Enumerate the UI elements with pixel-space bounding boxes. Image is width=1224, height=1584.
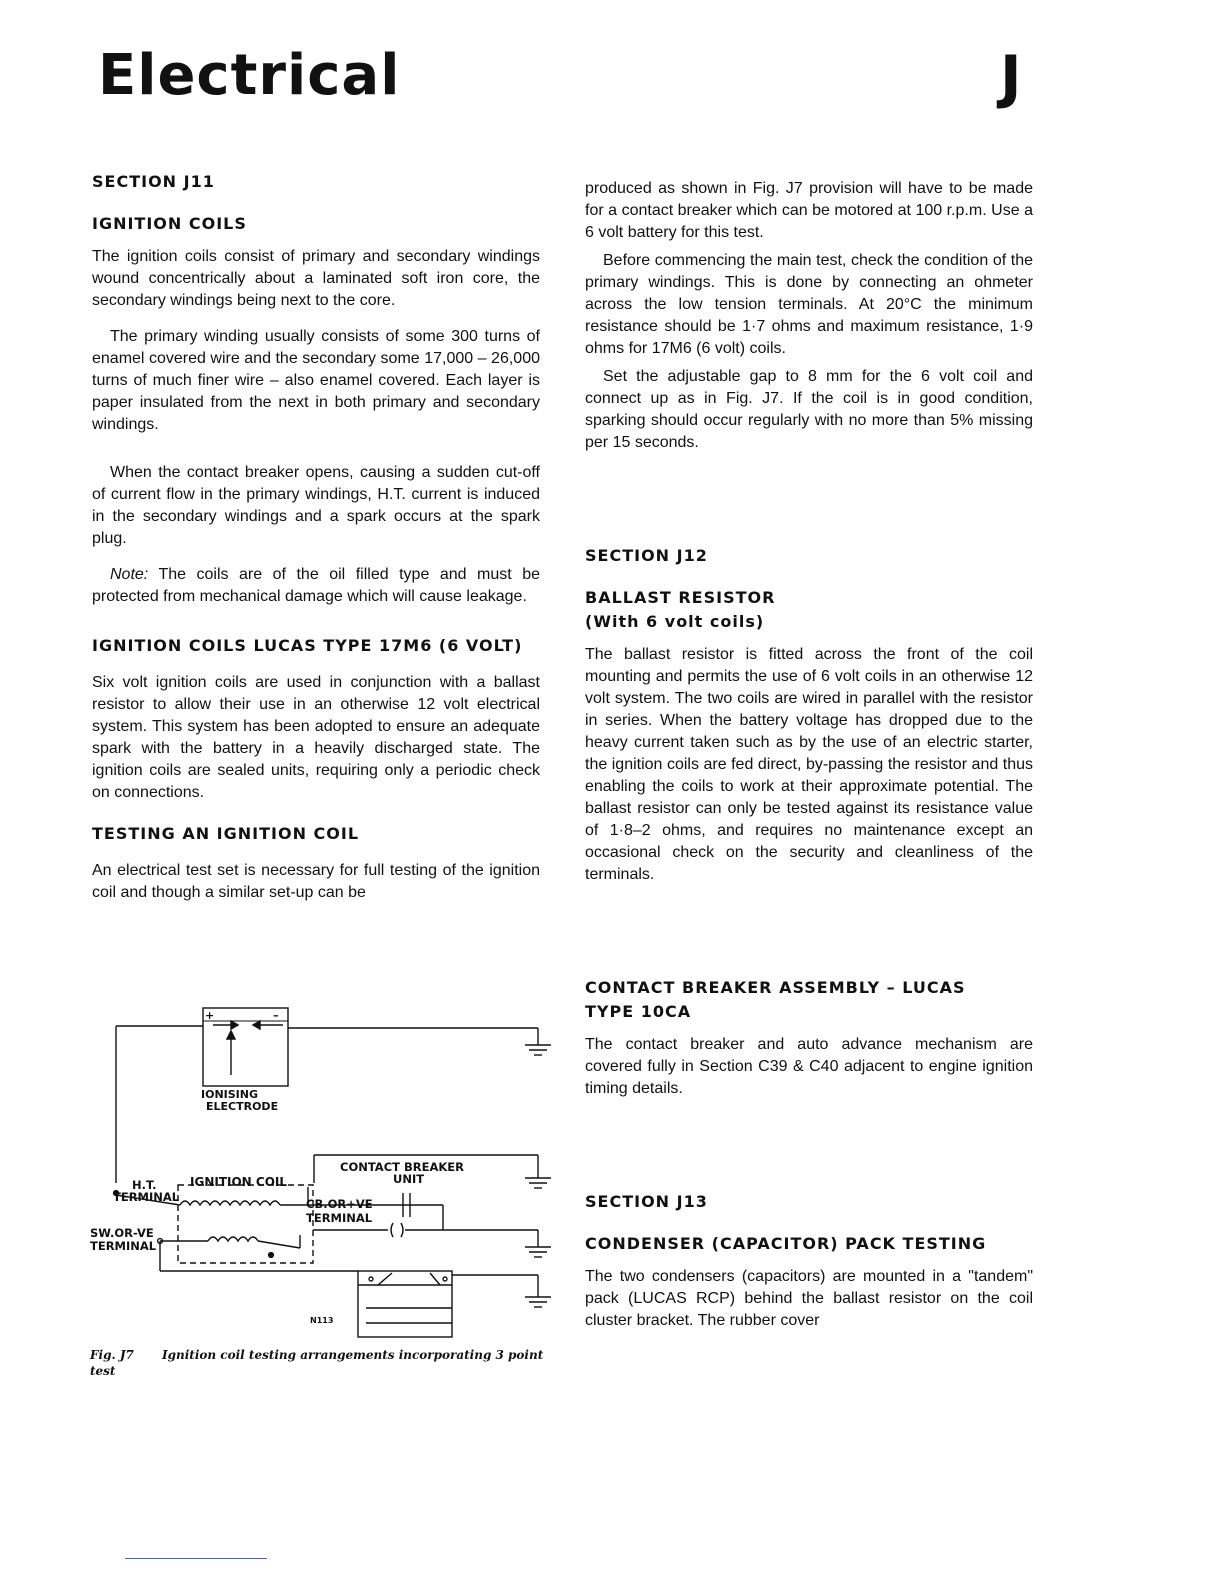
label-plus: + bbox=[205, 1009, 215, 1022]
lucas-17m6-heading: IGNITION COILS LUCAS TYPE 17M6 (6 VOLT) bbox=[92, 636, 523, 655]
capacitor-curve-left bbox=[391, 1223, 393, 1237]
figure-caption bbox=[90, 1347, 550, 1379]
label-contact-breaker: CONTACT BREAKER bbox=[340, 1160, 464, 1174]
testing-coil-heading: TESTING AN IGNITION COIL bbox=[92, 824, 360, 843]
earth-symbol-2 bbox=[525, 1178, 551, 1188]
label-figure-ref: N113 bbox=[310, 1316, 334, 1325]
earth-symbol-4 bbox=[525, 1297, 551, 1307]
note-label: Note: bbox=[110, 566, 149, 583]
ballast-resistor-heading: BALLAST RESISTOR bbox=[585, 588, 776, 607]
condenser-pack-heading: CONDENSER (CAPACITOR) PACK TESTING bbox=[585, 1234, 987, 1253]
paragraph-ballast-resistor: The ballast resistor is fitted across the front of the coil mounting and permits the use of 6 volt coils in an otherwise 12 volt system. The two coils are wired in parallel with the resistor in series. When the battery voltage has dropped due to the heavy current taken such as by the use of an electric starter, the ignition coils are fed direct, by-passing the resistor and thus enabling the coils to work at their approximate potential. The ballast resistor can only be tested against its resistance value of 1·8–2 ohms, and requires no maintenance except an occasional check on the security and cleanliness of the terminals. bbox=[585, 646, 1033, 883]
section-j12-heading: SECTION J12 bbox=[585, 546, 708, 565]
ignition-coil-box bbox=[178, 1185, 313, 1263]
paragraph-adjustable-gap: Set the adjustable gap to 8 mm for the 6 volt coil and connect up as in Fig. J7. If the coil is in good condition, sparking should occur regularly with no more than 5% missing per 15 seconds. bbox=[585, 368, 1033, 451]
paragraph-contact-breaker-opens: When the contact breaker opens, causing a sudden cut-off of current flow in the primary windings, H.T. current is induced in the secondary windings and a spark occurs at the spark plug. bbox=[92, 464, 540, 547]
paragraph-six-volt-coils: Six volt ignition coils are used in conjunction with a ballast resistor to allow their use in an otherwise 12 volt electrical system. This system has been adopted to ensure an adequate spark with the battery in a heavily discharged state. The ignition coils are sealed units, requiring only a periodic check on connections. bbox=[92, 674, 540, 801]
paragraph-primary-check: Before commencing the main test, check the condition of the primary windings. This is done by connecting an ohmeter across the low tension terminals. At 20°C the minimum resistance should be 1·7 ohms and maximum resistance, 1·9 ohms for 17M6 (6 volt) coils. bbox=[585, 252, 1033, 357]
label-electrode: ELECTRODE bbox=[206, 1100, 279, 1113]
capacitor-curve-right bbox=[401, 1223, 403, 1237]
paragraph-coil-construction: The ignition coils consist of primary and secondary windings wound concentrically about a laminated soft iron core, the secondary windings being next to the core. bbox=[92, 248, 540, 309]
breaker-point-right bbox=[430, 1273, 440, 1285]
section-j11-heading: SECTION J11 bbox=[92, 172, 215, 191]
label-ht: H.T. bbox=[132, 1178, 157, 1192]
label-minus: – bbox=[273, 1009, 279, 1022]
primary-winding-icon bbox=[208, 1237, 258, 1241]
label-sw-or-ve: SW.OR-VE bbox=[90, 1226, 154, 1240]
page-title: Electrical bbox=[98, 43, 401, 108]
section-letter: J bbox=[1000, 43, 1022, 111]
contact-breaker-heading: CONTACT BREAKER ASSEMBLY – LUCAS bbox=[585, 978, 966, 997]
label-ignition-coil: IGNITION COIL bbox=[190, 1175, 288, 1189]
figure-label: Fig. J7 bbox=[90, 1348, 134, 1362]
right-column bbox=[585, 178, 1033, 1332]
section-j13-heading: SECTION J13 bbox=[585, 1192, 708, 1211]
left-column bbox=[92, 170, 540, 904]
paragraph-contact-breaker: The contact breaker and auto advance mechanism are covered fully in Section C39 & C40 adjacent to engine ignition timing details. bbox=[585, 1036, 1033, 1097]
note-paragraph bbox=[92, 564, 540, 608]
paragraph-condensers: The two condensers (capacitors) are mounted in a "tandem" pack (LUCAS RCP) behind the ballast resistor on the coil cluster bracket. The rubber cover bbox=[585, 1268, 1033, 1329]
ignition-coils-heading: IGNITION COILS bbox=[92, 214, 247, 233]
footer-rule bbox=[125, 1558, 267, 1559]
note-text: The coils are of the oil filled type and must be protected from mechanical damage which will cause leakage. bbox=[92, 566, 540, 605]
label-ht-terminal: TERMINAL bbox=[113, 1190, 180, 1204]
secondary-winding-icon bbox=[180, 1201, 280, 1205]
contact-breaker-heading-line2: TYPE 10CA bbox=[585, 1002, 692, 1021]
label-ionising: IONISING bbox=[201, 1088, 258, 1101]
figure-caption-text: Ignition coil testing arrangements incorporating 3 point test bbox=[90, 1348, 544, 1378]
label-sw-terminal: TERMINAL bbox=[90, 1239, 157, 1253]
label-cb-terminal: TERMINAL bbox=[306, 1211, 373, 1225]
ignition-test-diagram bbox=[88, 1005, 558, 1345]
ballast-resistor-subheading: (With 6 volt coils) bbox=[585, 612, 765, 631]
paragraph-primary-winding: The primary winding usually consists of some 300 turns of enamel covered wire and the secondary some 17,000 – 26,000 turns of much finer wire – also enamel covered. Each layer is paper insulated from the next in both primary and secondary windings. bbox=[92, 328, 540, 433]
label-cb-or-ve: CB.OR+VE bbox=[306, 1197, 373, 1211]
breaker-point-left bbox=[378, 1273, 392, 1285]
paragraph-fig-j7-provision: produced as shown in Fig. J7 provision will have to be made for a contact breaker which can be motored at 100 r.p.m. Use a 6 volt battery for this test. bbox=[585, 180, 1033, 241]
paragraph-test-set: An electrical test set is necessary for full testing of the ignition coil and though a similar set-up can be bbox=[92, 862, 540, 901]
circuit-diagram bbox=[88, 1005, 558, 1345]
earth-symbol-3 bbox=[525, 1247, 551, 1257]
label-unit: UNIT bbox=[393, 1172, 425, 1186]
earth-symbol-1 bbox=[525, 1045, 551, 1055]
